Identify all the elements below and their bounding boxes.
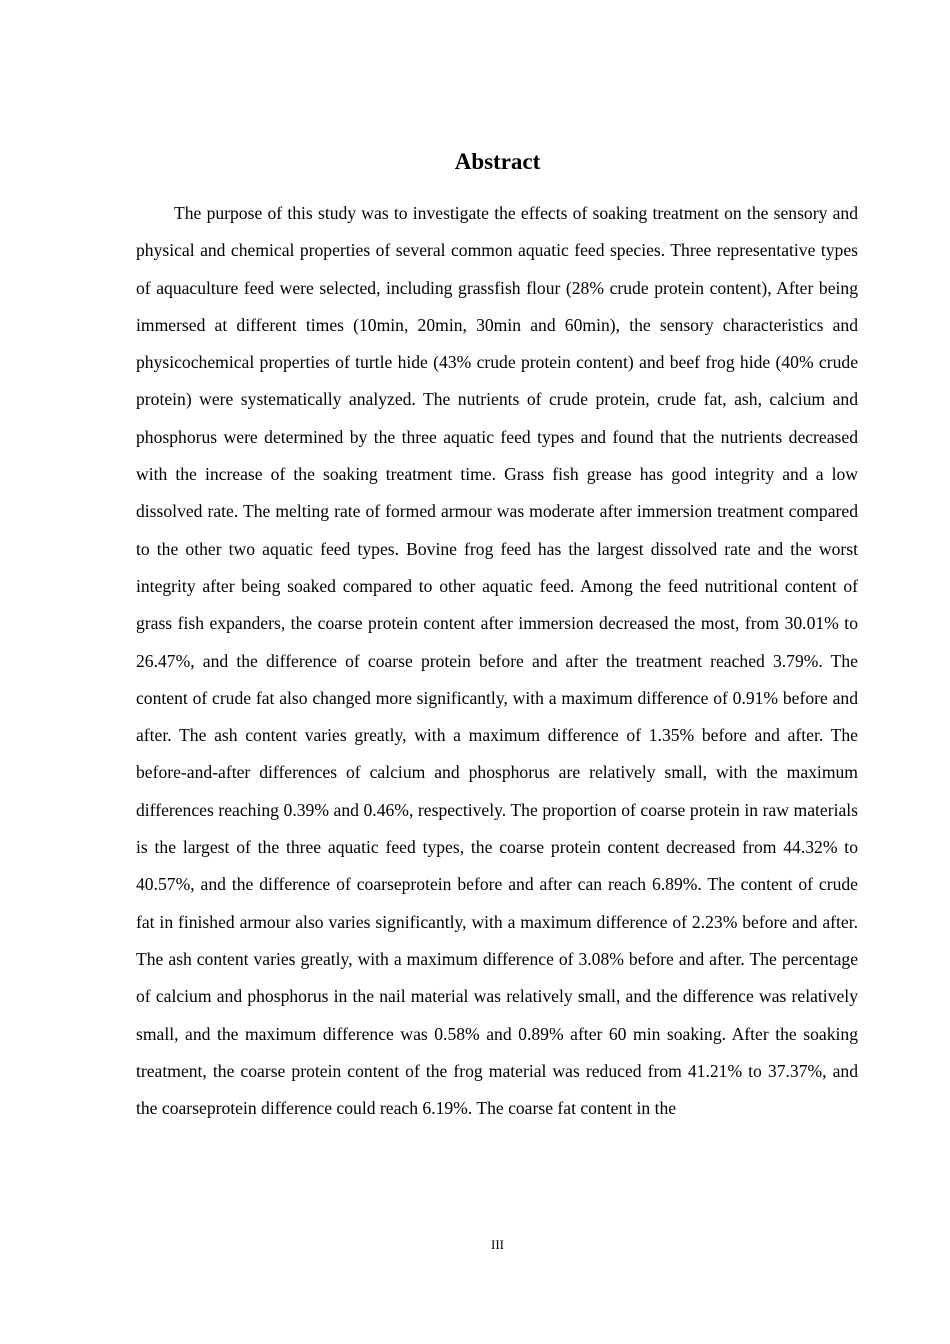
page-number: III [491, 1237, 504, 1252]
abstract-body-text: The purpose of this study was to investigate the effects of soaking treatment on the sensory and physical and chemical properties of several common aquatic feed species. Three representative types of aquaculture feed were selected, including grassfish flour (28% crude protein content), After being immersed at different times (10min, 20min, 30min and 60min), the sensory characteristics and physicochemical properties of turtle hide (43% crude protein content) and beef frog hide (40% crude protein) were systematically analyzed. The nutrients of crude protein, crude fat, ash, calcium and phosphorus were determined by the three aquatic feed types and found that the nutrients decreased with the increase of the soaking treatment time. Grass fish grease has good integrity and a low dissolved rate. The melting rate of formed armour was moderate after immersion treatment compared to the other two aquatic feed types. Bovine frog feed has the largest dissolved rate and the worst integrity after being soaked compared to other aquatic feed. Among the feed nutritional content of grass fish expanders, the coarse protein content after immersion decreased the most, from 30.01% to 26.47%, and the difference of coarse protein before and after the treatment reached 3.79%. The content of crude fat also changed more significantly, with a maximum difference of 0.91% before and after. The ash content varies greatly, with a maximum difference of 1.35% before and after. The before-and-after differences of calcium and phosphorus are relatively small, with the maximum differences reaching 0.39% and 0.46%, respectively. The proportion of coarse protein in raw materials is the largest of the three aquatic feed types, the coarse protein content decreased from 44.32% to 40.57%, and the difference of coarseprotein before and after can reach 6.89%. The content of crude fat in finished armour also varies significantly, with a maximum difference of 2.23% before and after. The ash content varies greatly, with a maximum difference of 3.08% before and after. The percentage of calcium and phosphorus in the nail material was relatively small, and the difference was relatively small, and the maximum difference was 0.58% and 0.89% after 60 min soaking. After the soaking treatment, the coarse protein content of the frog material was reduced from 41.21% to 37.37%, and the coarseprotein difference could reach 6.19%. The coarse fat content in the [136, 203, 858, 1119]
abstract-title: Abstract [454, 149, 541, 174]
